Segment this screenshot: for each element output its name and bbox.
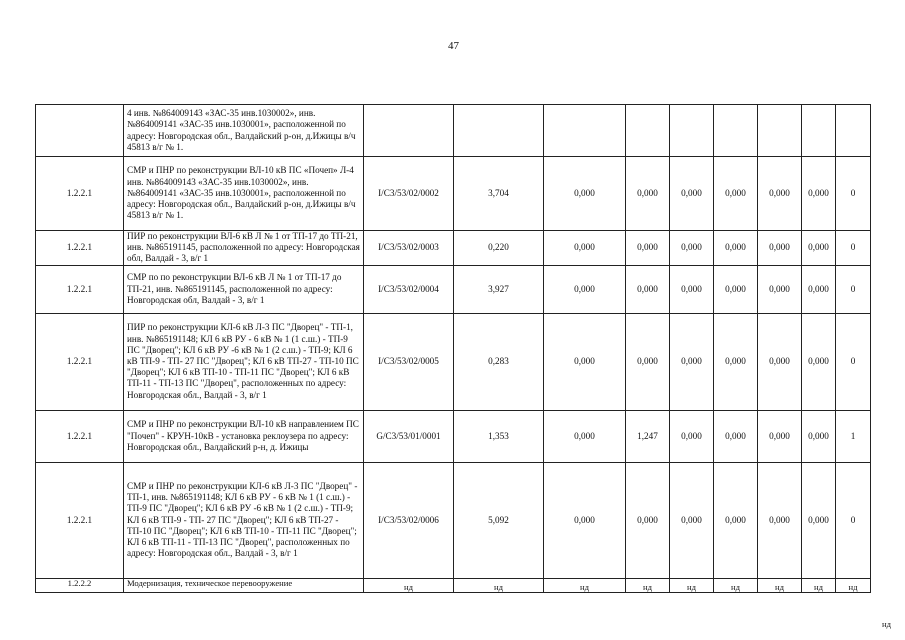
- row-value-6: 0,000: [758, 313, 802, 410]
- row-description: Модернизация, техническое перевооружение: [124, 578, 364, 592]
- row-value-3: 0,000: [626, 265, 670, 313]
- row-value-3: 0,000: [626, 313, 670, 410]
- row-value-7: нд: [802, 578, 836, 592]
- row-description: СМР и ПНР по реконструкции ВЛ-10 кВ направлением ПС "Почеп" - КРУН-10кВ - установка реклоузера по адресу: Новгородская обл., Валдайский р-н, д. Ижицы: [124, 410, 364, 462]
- row-value-7: 0,000: [802, 313, 836, 410]
- row-value-6: 0,000: [758, 265, 802, 313]
- row-value-4: нд: [670, 578, 714, 592]
- row-value-1: [454, 105, 544, 157]
- row-value-4: 0,000: [670, 157, 714, 231]
- corner-mark: нд: [882, 619, 891, 629]
- row-value-8: [836, 105, 871, 157]
- table-row: [36, 157, 871, 231]
- row-value-7: 0,000: [802, 410, 836, 462]
- row-value-1: 0,283: [454, 313, 544, 410]
- row-description: СМР и ПНР по реконструкции ВЛ-10 кВ ПС «Почеп» Л-4 инв. №864009143 «ЗАС-35 инв.1030002», инв. №864009141 «ЗАС-35 инв.1030001», расположенной по адресу: Новгородская обл., Валдайский р-он, д.Ижицы в/ч 45813 в/г № 1.: [124, 157, 364, 231]
- row-value-1: 3,704: [454, 157, 544, 231]
- row-code: 1.2.2.1: [36, 462, 124, 578]
- table-row: [36, 462, 871, 578]
- row-value-2: 0,000: [544, 157, 626, 231]
- page-number: 47: [448, 40, 459, 52]
- investment-table: [35, 104, 871, 593]
- row-code: 1.2.2.1: [36, 265, 124, 313]
- table-row: [36, 265, 871, 313]
- row-value-2: 0,000: [544, 410, 626, 462]
- row-value-2: [544, 105, 626, 157]
- row-value-3: 0,000: [626, 231, 670, 266]
- row-value-6: 0,000: [758, 462, 802, 578]
- row-value-6: 0,000: [758, 157, 802, 231]
- table-row: [36, 231, 871, 266]
- row-value-8: 0: [836, 313, 871, 410]
- row-project-id: G/C3/53/01/0001: [364, 410, 454, 462]
- row-value-5: 0,000: [714, 157, 758, 231]
- row-value-6: 0,000: [758, 231, 802, 266]
- row-value-8: 0: [836, 231, 871, 266]
- row-project-id: I/C3/53/02/0006: [364, 462, 454, 578]
- row-value-4: 0,000: [670, 313, 714, 410]
- row-value-5: [714, 105, 758, 157]
- row-value-2: 0,000: [544, 313, 626, 410]
- row-code: 1.2.2.1: [36, 410, 124, 462]
- row-value-8: нд: [836, 578, 871, 592]
- row-value-2: 0,000: [544, 231, 626, 266]
- row-description: СМР по по реконструкции ВЛ-6 кВ Л № 1 от ТП-17 до ТП-21, инв. №865191145, расположенной по адресу: Новгородская обл, Валдай - 3, в/г 1: [124, 265, 364, 313]
- row-value-2: 0,000: [544, 462, 626, 578]
- row-value-3: 0,000: [626, 462, 670, 578]
- row-value-5: 0,000: [714, 462, 758, 578]
- row-value-4: 0,000: [670, 231, 714, 266]
- row-code: 1.2.2.2: [36, 578, 124, 592]
- row-value-8: 0: [836, 157, 871, 231]
- row-value-7: 0,000: [802, 231, 836, 266]
- table-row: [36, 105, 871, 157]
- row-project-id: I/C3/53/02/0003: [364, 231, 454, 266]
- row-value-7: 0,000: [802, 265, 836, 313]
- row-value-6: нд: [758, 578, 802, 592]
- row-value-4: 0,000: [670, 265, 714, 313]
- row-code: 1.2.2.1: [36, 157, 124, 231]
- row-project-id: нд: [364, 578, 454, 592]
- row-value-1: нд: [454, 578, 544, 592]
- row-value-5: 0,000: [714, 231, 758, 266]
- row-description: ПИР по реконструкции КЛ-6 кВ Л-3 ПС "Дворец" - ТП-1, инв. №865191148; КЛ 6 кВ РУ - 6 кВ № 1 (1 с.ш.) - ТП-9 ПС "Дворец"; КЛ 6 кВ РУ -6 кВ № 1 (2 с.ш.) - ТП-9; КЛ 6 кВ ТП-9 - ТП- 27 ПС "Дворец"; КЛ 6 кВ ТП-27 - ТП-10 ПС "Дворец"; КЛ 6 кВ ТП-10 - ТП-11 ПС "Дворец"; КЛ 6 кВ ТП-11 - ТП-13 ПС "Дворец", расположенных по адресу: Новгородская обл., Валдай - 3, в/г 1: [124, 313, 364, 410]
- row-value-7: [802, 105, 836, 157]
- row-value-8: 1: [836, 410, 871, 462]
- table-row: [36, 578, 871, 592]
- row-value-3: [626, 105, 670, 157]
- row-value-8: 0: [836, 265, 871, 313]
- row-description: СМР и ПНР по реконструкции КЛ-6 кВ Л-3 ПС "Дворец" - ТП-1, инв. №865191148; КЛ 6 кВ РУ - 6 кВ № 1 (1 с.ш.) - ТП-9 ПС "Дворец"; КЛ 6 кВ РУ -6 кВ № 1 (2 с.ш.) - ТП-9; КЛ 6 кВ ТП-9 - ТП- 27 ПС "Дворец"; КЛ 6 кВ ТП-27 - ТП-10 ПС "Дворец"; КЛ 6 кВ ТП-10 - ТП-11 ПС "Дворец"; КЛ 6 кВ ТП-11 - ТП-13 ПС "Дворец", расположенных по адресу: Новгородская обл., Валдай - 3, в/г 1: [124, 462, 364, 578]
- row-value-4: 0,000: [670, 462, 714, 578]
- row-code: [36, 105, 124, 157]
- row-value-3: 1,247: [626, 410, 670, 462]
- row-value-6: 0,000: [758, 410, 802, 462]
- row-project-id: I/C3/53/02/0005: [364, 313, 454, 410]
- row-value-7: 0,000: [802, 462, 836, 578]
- row-code: 1.2.2.1: [36, 231, 124, 266]
- row-project-id: [364, 105, 454, 157]
- row-value-1: 5,092: [454, 462, 544, 578]
- row-code: 1.2.2.1: [36, 313, 124, 410]
- row-project-id: I/C3/53/02/0004: [364, 265, 454, 313]
- row-value-2: 0,000: [544, 265, 626, 313]
- row-value-4: 0,000: [670, 410, 714, 462]
- row-value-3: нд: [626, 578, 670, 592]
- row-value-1: 0,220: [454, 231, 544, 266]
- row-value-6: [758, 105, 802, 157]
- row-value-5: нд: [714, 578, 758, 592]
- row-description: ПИР по реконструкции ВЛ-6 кВ Л № 1 от ТП-17 до ТП-21, инв. №865191145, расположенной по адресу: Новгородская обл, Валдай - 3, в/г 1: [124, 231, 364, 266]
- table-row: [36, 410, 871, 462]
- row-value-5: 0,000: [714, 265, 758, 313]
- row-value-1: 1,353: [454, 410, 544, 462]
- row-value-4: [670, 105, 714, 157]
- row-value-3: 0,000: [626, 157, 670, 231]
- row-description: 4 инв. №864009143 «ЗАС-35 инв.1030002», инв. №864009141 «ЗАС-35 инв.1030001», расположенной по адресу: Новгородская обл., Валдайский р-он, д.Ижицы в/ч 45813 в/г № 1.: [124, 105, 364, 157]
- row-value-8: 0: [836, 462, 871, 578]
- row-value-7: 0,000: [802, 157, 836, 231]
- row-value-5: 0,000: [714, 410, 758, 462]
- row-value-1: 3,927: [454, 265, 544, 313]
- table-row: [36, 313, 871, 410]
- row-project-id: I/C3/53/02/0002: [364, 157, 454, 231]
- row-value-2: нд: [544, 578, 626, 592]
- row-value-5: 0,000: [714, 313, 758, 410]
